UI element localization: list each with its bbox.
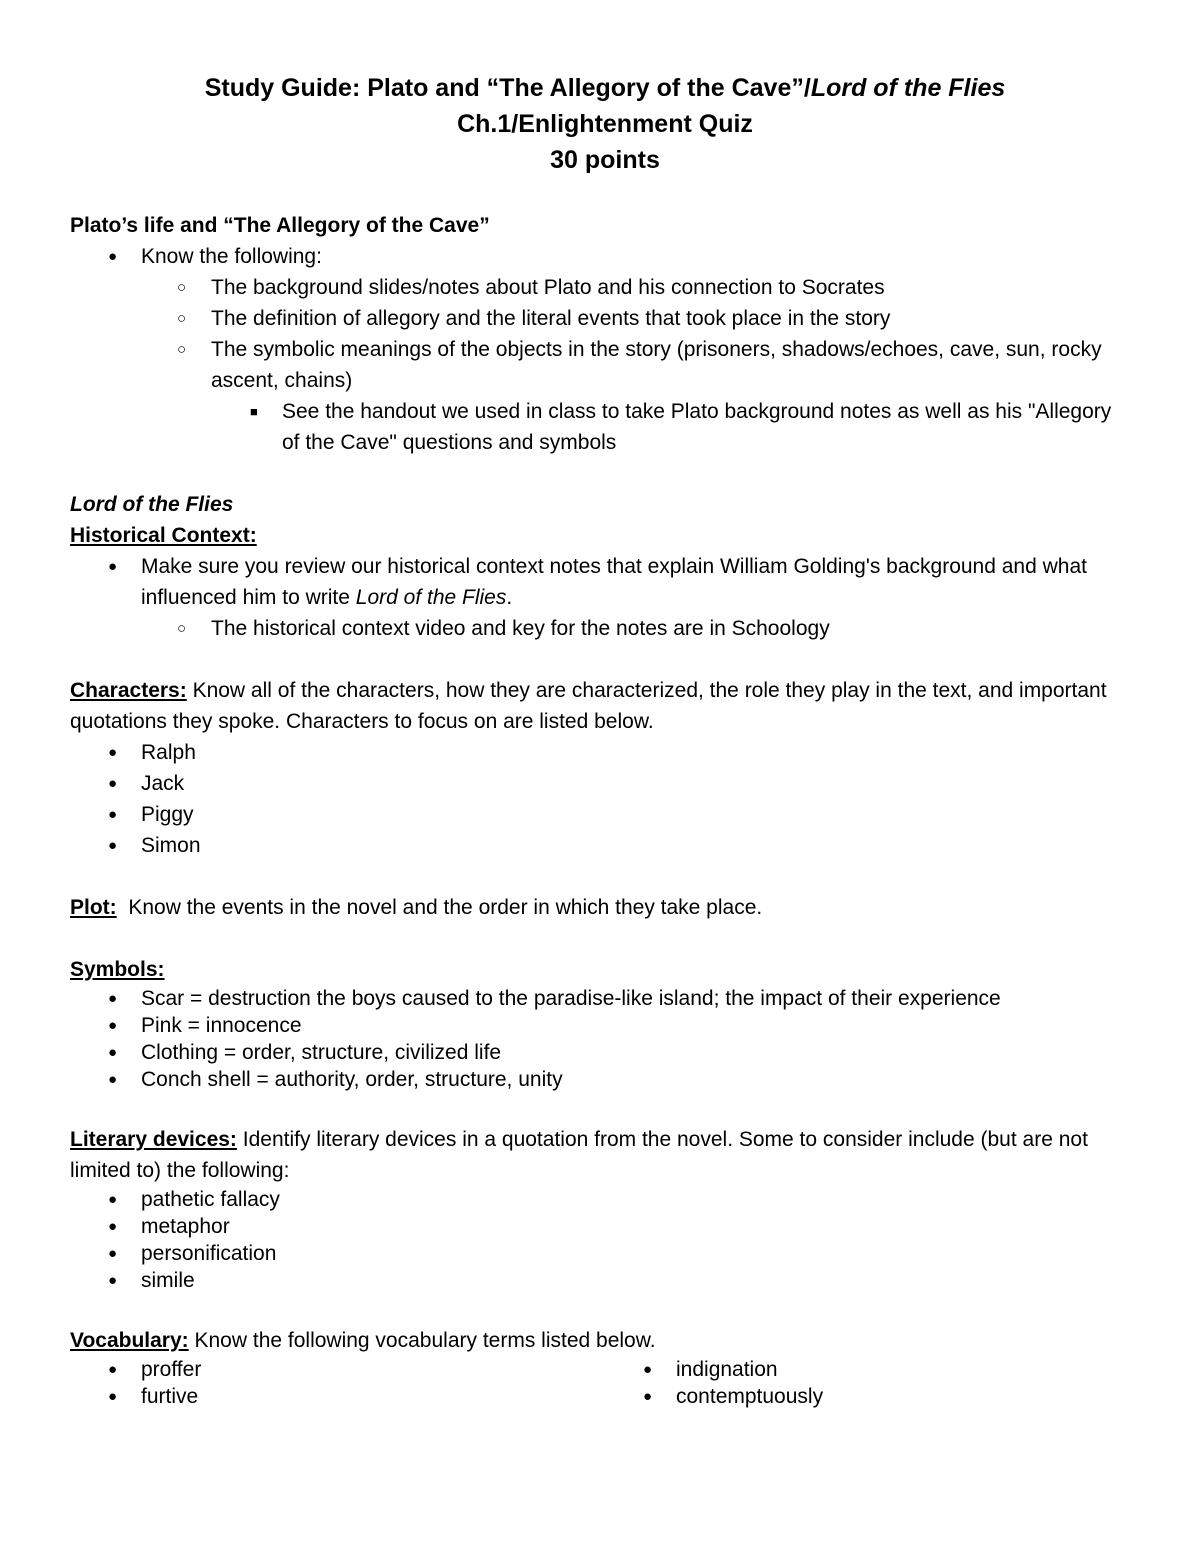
list-item-text: simile xyxy=(141,1269,195,1292)
list-item xyxy=(70,1186,1140,1213)
list-item-text: Clothing = order, structure, civilized life xyxy=(141,1041,502,1064)
bullet-disc-icon: ● xyxy=(643,1361,653,1378)
plato-list xyxy=(70,241,1140,458)
vocabulary-columns xyxy=(70,1356,1140,1410)
title-text: Study Guide: Plato and “The Allegory of the Cave”/ xyxy=(204,74,811,102)
literary-devices-paragraph xyxy=(70,1124,1140,1186)
title-line-1 xyxy=(70,70,1140,106)
bullet-disc-icon: ● xyxy=(108,990,118,1007)
bullet-disc-icon: ● xyxy=(108,248,118,265)
list-item xyxy=(70,1012,1140,1039)
list-item-text: pathetic fallacy xyxy=(141,1188,280,1211)
title-book-name: Lord of the Flies xyxy=(810,74,1006,102)
characters-paragraph xyxy=(70,675,1140,737)
list-item-text: Know the following: xyxy=(141,245,322,268)
vocabulary-heading: Vocabulary: xyxy=(70,1329,189,1352)
list-item xyxy=(70,1356,605,1383)
bullet-disc-icon: ● xyxy=(108,1017,118,1034)
bullet-disc-icon: ● xyxy=(108,1191,118,1208)
bullet-disc-icon: ● xyxy=(108,1245,118,1262)
list-item xyxy=(70,1383,605,1410)
bullet-disc-icon: ● xyxy=(108,837,118,854)
list-item xyxy=(70,334,1140,396)
list-item-text: Conch shell = authority, order, structure, unity xyxy=(141,1068,563,1091)
bullet-disc-icon: ● xyxy=(108,1361,118,1378)
document-title xyxy=(70,70,1140,178)
list-item xyxy=(70,272,1140,303)
list-item-text: Ralph xyxy=(141,741,196,764)
bullet-disc-icon: ● xyxy=(643,1388,653,1405)
list-item-text: The historical context video and key for the notes are in Schoology xyxy=(211,617,830,640)
bullet-disc-icon: ● xyxy=(108,806,118,823)
characters-text: Know all of the characters, how they are characterized, the role they play in the text, and important quotations they spoke. Characters to focus on are listed below. xyxy=(70,679,1107,733)
bullet-disc-icon: ● xyxy=(108,1388,118,1405)
list-item-text-end: . xyxy=(506,586,513,609)
book-name: Lord of the Flies xyxy=(355,586,507,609)
document-page xyxy=(70,70,1140,1410)
list-item-text: furtive xyxy=(141,1385,199,1408)
list-item-text: Pink = innocence xyxy=(141,1014,302,1037)
list-item-text: metaphor xyxy=(141,1215,230,1238)
bullet-disc-icon: ● xyxy=(108,1044,118,1061)
list-item xyxy=(70,1213,1140,1240)
title-line-2: Ch.1/Enlightenment Quiz xyxy=(457,110,753,138)
list-item-text: personification xyxy=(141,1242,277,1265)
vocabulary-text: Know the following vocabulary terms listed below. xyxy=(188,1329,656,1352)
plato-heading: Plato’s life and “The Allegory of the Cave” xyxy=(70,214,490,237)
list-item-text: Simon xyxy=(141,834,201,857)
list-item-text: Make sure you review our historical context notes that explain William Golding's background and what influenced him to write xyxy=(141,555,1087,609)
characters-list xyxy=(70,737,1140,861)
vocabulary-list-column-2 xyxy=(605,1356,1140,1410)
bullet-circle-icon: ○ xyxy=(177,310,187,327)
list-item-text: The background slides/notes about Plato and his connection to Socrates xyxy=(211,276,885,299)
bullet-disc-icon: ● xyxy=(108,1218,118,1235)
vocabulary-paragraph xyxy=(70,1325,1140,1356)
bullet-disc-icon: ● xyxy=(108,1272,118,1289)
list-item xyxy=(70,985,1140,1012)
list-item xyxy=(70,1039,1140,1066)
plot-text: Know the events in the novel and the order in which they take place. xyxy=(116,896,763,919)
vocabulary-list-column-1 xyxy=(70,1356,605,1410)
literary-devices-text: Identify literary devices in a quotation from the novel. Some to consider include (but are not limited to) the following: xyxy=(70,1128,1088,1182)
list-item xyxy=(605,1383,1140,1410)
list-item xyxy=(70,613,1140,644)
title-line-3: 30 points xyxy=(550,146,660,174)
list-item xyxy=(70,303,1140,334)
list-item-text: The symbolic meanings of the objects in the story (prisoners, shadows/echoes, cave, sun, rocky ascent, chains) xyxy=(211,338,1102,392)
list-item xyxy=(70,768,1140,799)
bullet-disc-icon: ● xyxy=(108,744,118,761)
list-item-text: contemptuously xyxy=(676,1385,824,1408)
bullet-circle-icon: ○ xyxy=(177,279,187,296)
list-item xyxy=(605,1356,1140,1383)
list-item xyxy=(70,1240,1140,1267)
bullet-circle-icon: ○ xyxy=(177,620,187,637)
list-item-text: See the handout we used in class to take Plato background notes as well as his "Allegory of the Cave" questions and symbols xyxy=(282,400,1112,454)
literary-devices-heading: Literary devices: xyxy=(70,1128,237,1151)
plot-heading: Plot: xyxy=(70,896,117,919)
list-item-text: Piggy xyxy=(141,803,194,826)
historical-context-heading: Historical Context: xyxy=(70,524,257,547)
bullet-square-icon: ■ xyxy=(250,404,258,419)
bullet-disc-icon: ● xyxy=(108,558,118,575)
characters-heading: Characters: xyxy=(70,679,187,702)
list-item xyxy=(70,396,1140,458)
symbols-list xyxy=(70,985,1140,1093)
list-item xyxy=(70,551,1140,613)
bullet-circle-icon: ○ xyxy=(177,341,187,358)
list-item xyxy=(70,799,1140,830)
symbols-heading: Symbols: xyxy=(70,958,165,981)
list-item-text: The definition of allegory and the literal events that took place in the story xyxy=(211,307,891,330)
list-item-text: indignation xyxy=(676,1358,778,1381)
bullet-disc-icon: ● xyxy=(108,1071,118,1088)
list-item xyxy=(70,241,1140,272)
list-item xyxy=(70,1066,1140,1093)
list-item-text: Jack xyxy=(141,772,185,795)
list-item xyxy=(70,737,1140,768)
lotf-heading: Lord of the Flies xyxy=(70,493,234,516)
list-item-text: proffer xyxy=(141,1358,202,1381)
bullet-disc-icon: ● xyxy=(108,775,118,792)
historical-list xyxy=(70,551,1140,644)
plot-paragraph xyxy=(70,892,1140,923)
list-item xyxy=(70,830,1140,861)
literary-devices-list xyxy=(70,1186,1140,1294)
list-item xyxy=(70,1267,1140,1294)
list-item-text: Scar = destruction the boys caused to the paradise-like island; the impact of their experience xyxy=(141,987,1001,1010)
